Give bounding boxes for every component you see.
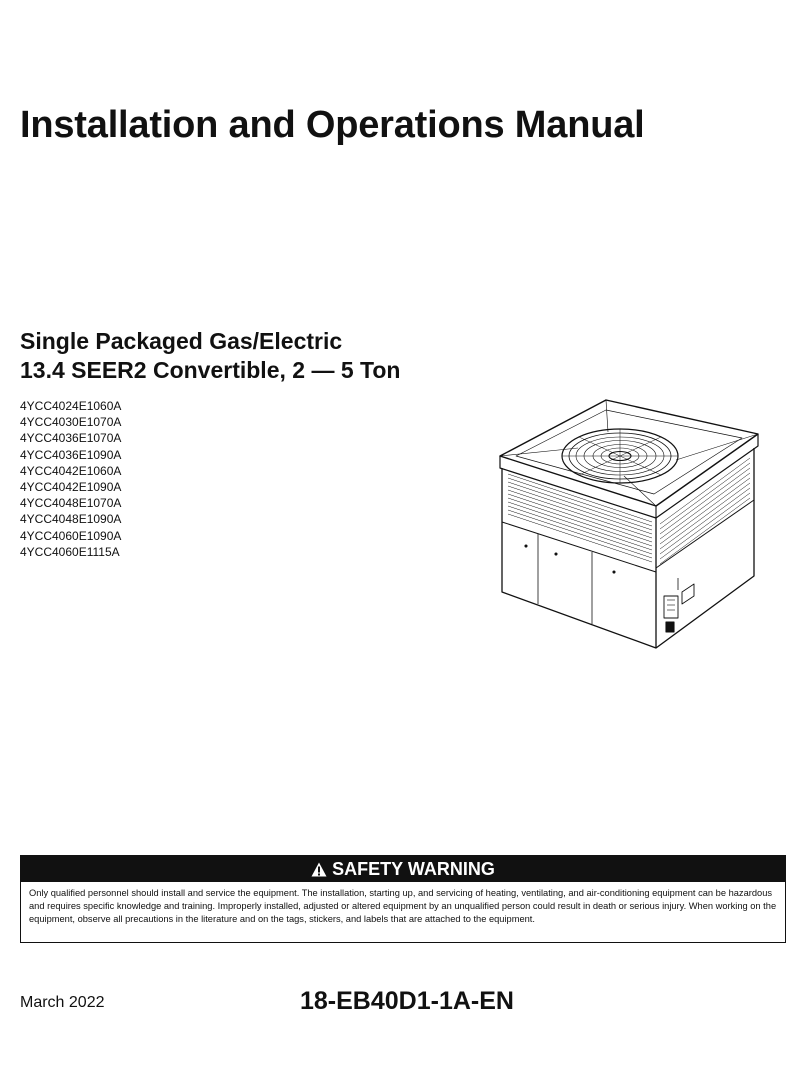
warning-triangle-icon bbox=[311, 862, 327, 877]
model-number: 4YCC4042E1090A bbox=[20, 480, 122, 495]
safety-warning-box bbox=[20, 855, 786, 943]
model-number: 4YCC4048E1070A bbox=[20, 496, 122, 511]
safety-warning-text: Only qualified personnel should install and service the equipment. The installation, starting up, and servicing of heating, ventilating, and air-conditioning equipment can be hazardous and requires specific knowledge and training. Improperly installed, adjusted or altered equipment by an unqualified person could result in death or serious injury. When working on the equipment, observe all precautions in the literature and on the tags, stickers, and labels that are attached to the equipment. bbox=[29, 888, 777, 924]
model-number: 4YCC4060E1090A bbox=[20, 528, 122, 543]
document-number: 18-EB40D1-1A-EN bbox=[300, 987, 514, 1015]
product-subtitle bbox=[20, 327, 400, 385]
model-number: 4YCC4036E1070A bbox=[20, 431, 122, 446]
model-number: 4YCC4030E1070A bbox=[20, 415, 122, 430]
document-title: Installation and Operations Manual bbox=[20, 104, 645, 146]
subtitle-line-1: Single Packaged Gas/Electric bbox=[20, 328, 343, 354]
publication-date: March 2022 bbox=[20, 994, 105, 1011]
safety-warning-header bbox=[21, 856, 785, 882]
subtitle-line-2: 13.4 SEER2 Convertible, 2 — 5 Ton bbox=[20, 357, 401, 383]
model-number: 4YCC4060E1115A bbox=[20, 544, 120, 559]
model-number-list bbox=[20, 398, 121, 560]
safety-warning-heading: SAFETY WARNING bbox=[332, 858, 495, 879]
model-number: 4YCC4036E1090A bbox=[20, 447, 122, 462]
model-number: 4YCC4024E1060A bbox=[20, 399, 122, 413]
model-number: 4YCC4048E1090A bbox=[20, 512, 122, 527]
hvac-unit-illustration bbox=[496, 396, 762, 658]
model-number: 4YCC4042E1060A bbox=[20, 463, 122, 478]
